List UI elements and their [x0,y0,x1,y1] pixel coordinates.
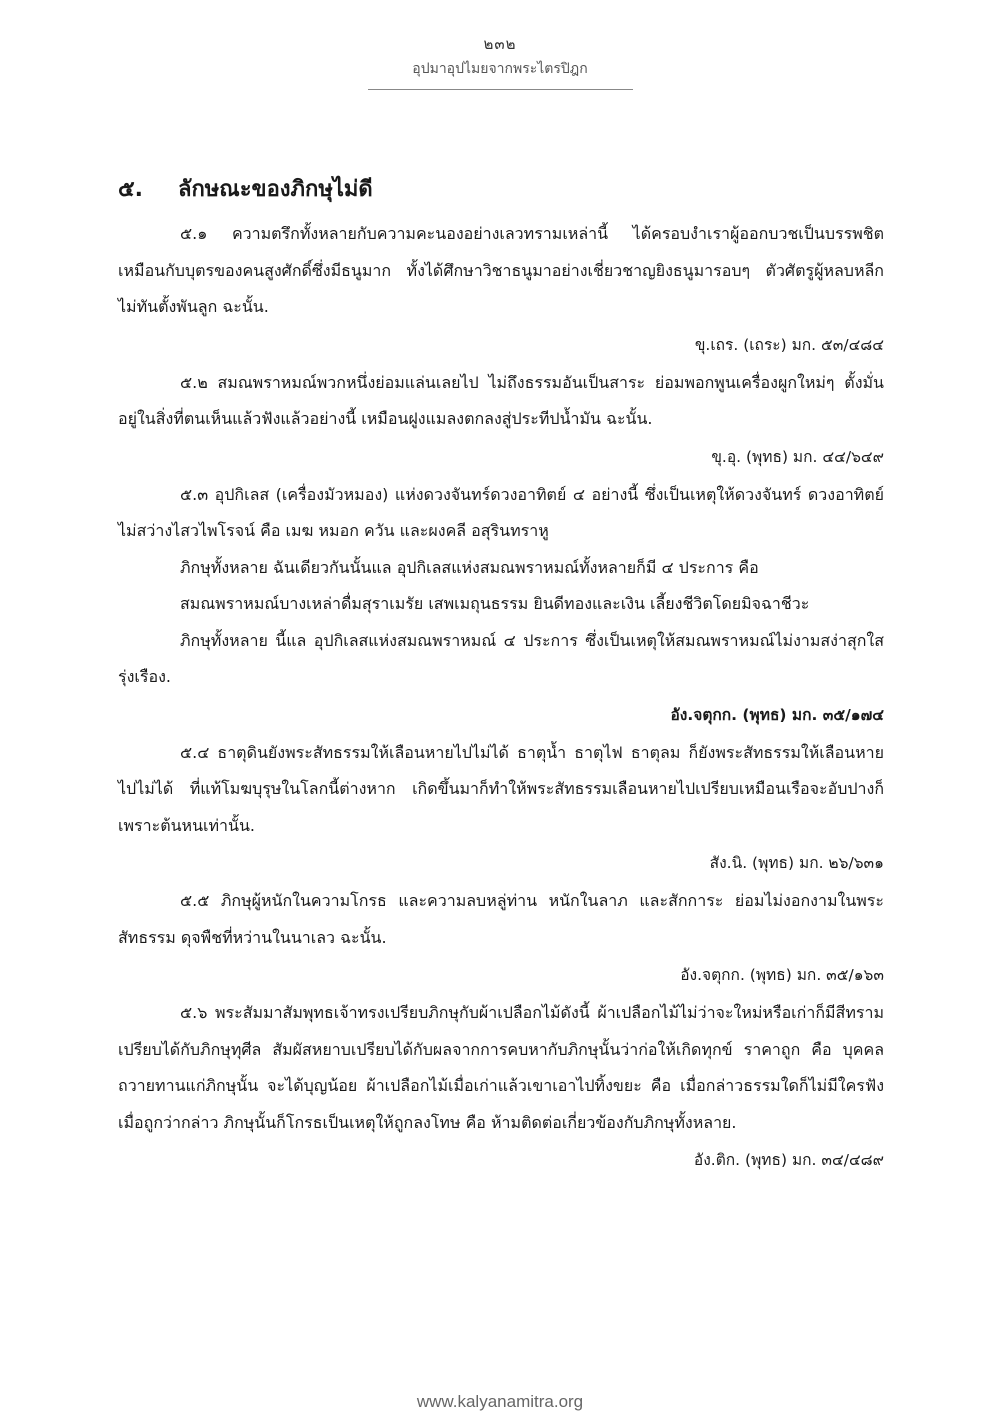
paragraph-5-3-conclusion: ภิกษุทั้งหลาย นี้แล อุปกิเลสแห่งสมณพราหมณ์ ๔ ประการ ซึ่งเป็นเหตุให้สมณพราหมณ์ไม่งามสง่าสุกใสรุ่งเรือง. [118,630,884,686]
paragraph-5-2: ๕.๒ สมณพราหมณ์พวกหนึ่งย่อมแล่นเลยไป ไม่ถึงธรรมอันเป็นสาระ ย่อมพอกพูนเครื่องผูกใหม่ๆ ตั้งมั่นอยู่ในสิ่งที่ตนเห็นแล้วฟังแล้วอย่างนี้ เหมือนฝูงแมลงตกลงสู่ประทีปน้ำมัน ฉะนั้น. [118,372,884,428]
reference-5-4: สัง.นิ. (พุทธ) มก. ๒๖/๖๓๑ [709,854,884,872]
page-header [0,34,1000,90]
paragraph-5-3-monks: ภิกษุทั้งหลาย ฉันเดียวกันนั้นแล อุปกิเลสแห่งสมณพราหมณ์ทั้งหลายก็มี ๔ ประการ คือ [180,557,759,577]
header-divider [368,89,633,90]
page-number: ๒๓๒ [483,35,517,53]
paragraph-5-5: ๕.๕ ภิกษุผู้หนักในความโกรธ และความลบหลู่ท่าน หนักในลาภ และสักการะ ย่อมไม่งอกงามในพระสัทธรรม ดุจพืชที่หว่านในนาเลว ฉะนั้น. [118,891,884,947]
reference-5-2: ขุ.อุ. (พุทธ) มก. ๔๔/๖๔๙ [711,447,884,466]
paragraph-5-6: ๕.๖ พระสัมมาสัมพุทธเจ้าทรงเปรียบภิกษุกับผ้าเปลือกไม้ดังนี้ ผ้าเปลือกไม้ไม่ว่าจะใหม่หรือเก่าก็มีสีทราม เปรียบได้กับภิกษุทุศีล สัมผัสหยาบเปรียบได้กับผลจากการคบหากับภิกษุนั้นว่าก่อให้เกิดทุกข์ ราคาถูก คือ บุคคลถวายทานแก่ภิกษุนั้น จะได้บุญน้อย ผ้าเปลือกไม้เมื่อเก่าแล้วเขาเอาไปทิ้งขยะ คือ เมื่อกล่าวธรรมใดก็ไม่มีใครฟัง เมื่อถูกว่ากล่าว ภิกษุนั้นก็โกรธเป็นเหตุให้ถูกลงโทษ คือ ห้ามติดต่อเกี่ยวข้องกับภิกษุทั้งหลาย. [118,1003,884,1132]
section-heading [118,170,884,210]
paragraph-5-4: ๕.๔ ธาตุดินยังพระสัทธรรมให้เลือนหายไปไม่ได้ ธาตุน้ำ ธาตุไฟ ธาตุลม ก็ยังพระสัทธรรมให้เลือนหายไปไม่ได้ ที่แท้โมฆบุรุษในโลกนี้ต่างหาก เกิดขึ้นมาก็ทำให้พระสัทธรรมเลือนหายไปเปรียบเหมือนเรือจะอับปางก็เพราะต้นหนเท่านั้น. [118,742,884,835]
book-title: อุปมาอุปไมยจากพระไตรปิฎก [412,61,588,77]
paragraph-5-3-list: สมณพราหมณ์บางเหล่าดื่มสุราเมรัย เสพเมถุนธรรม ยินดีทองและเงิน เลี้ยงชีวิตโดยมิจฉาชีวะ [180,594,810,613]
section-title: ลักษณะของภิกษุไม่ดี [178,177,373,202]
footer-website: www.kalyanamitra.org [416,1392,584,1411]
reference-5-6: อัง.ติก. (พุทธ) มก. ๓๔/๔๘๙ [693,1151,884,1169]
section-number: ๕. [118,177,144,202]
paragraph-5-3: ๕.๓ อุปกิเลส (เครื่องมัวหมอง) แห่งดวงจันทร์ดวงอาทิตย์ ๔ อย่างนี้ ซึ่งเป็นเหตุให้ดวงจันทร์ ดวงอาทิตย์ ไม่สว่างไสวไพโรจน์ คือ เมฆ หมอก ควัน และผงคลี อสุรินทราหู [118,484,884,540]
reference-5-3: อัง.จตุกก. (พุทธ) มก. ๓๕/๑๗๔ [670,705,884,724]
paragraph-5-1: ๕.๑ ความตรึกทั้งหลายกับความคะนองอย่างเลวทรามเหล่านี้ ได้ครอบงำเราผู้ออกบวชเป็นบรรพชิต เหมือนกับบุตรของคนสูงศักดิ์ซึ่งมีธนูมาก ทั้งได้ศึกษาวิชาธนูมาอย่างเชี่ยวชาญยิงธนูมารอบๆ ตัวศัตรูผู้หลบหลีกไม่ทันตั้งพันลูก ฉะนั้น. [118,224,884,316]
reference-5-5: อัง.จตุกก. (พุทธ) มก. ๓๕/๑๖๓ [680,966,884,984]
page-content [118,170,884,1180]
reference-5-1: ขุ.เถร. (เถระ) มก. ๕๓/๔๘๔ [694,335,884,354]
